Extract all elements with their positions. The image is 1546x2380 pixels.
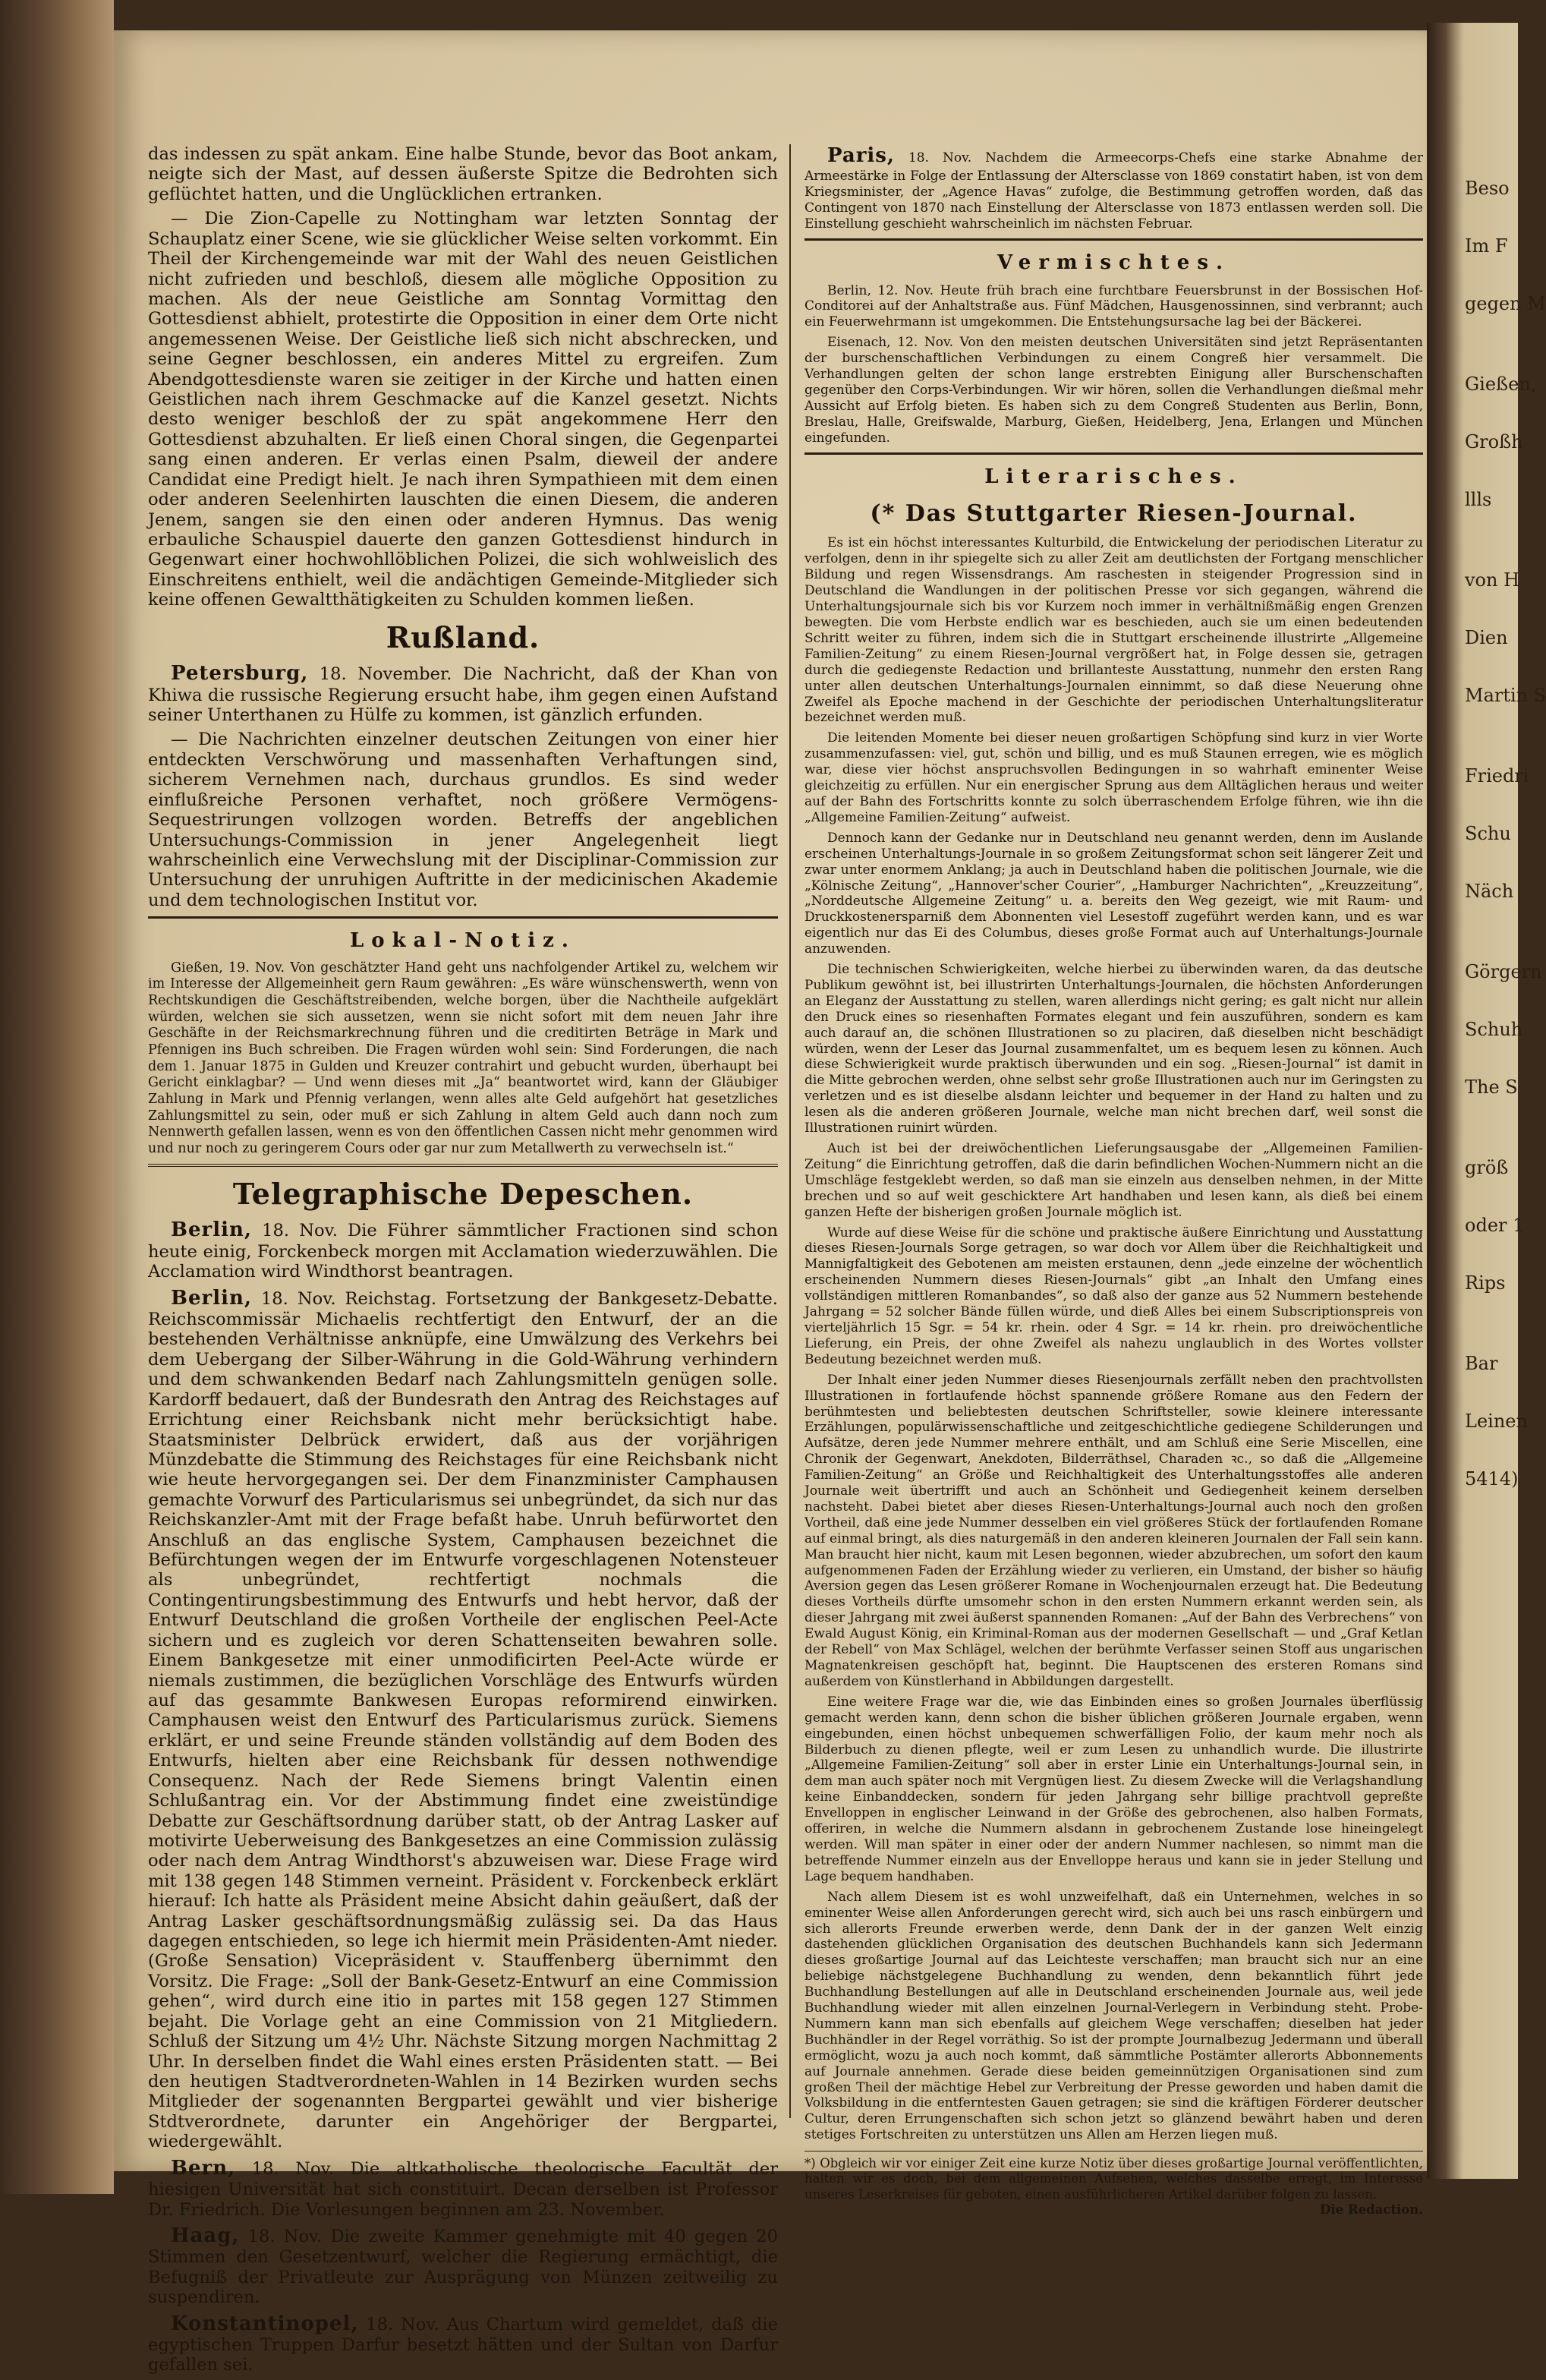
lit-paragraph: Dennoch kann der Gedanke nur in Deutschland neu genannt werden, denn im Auslande erscheinen Unterhaltungs-Journale in so großem Zeitungsformat schon seit längerer Zeit und zwar unter enormem Anklang; ja auch in Deutschland haben die politischen Journale, wie die „Kölnische Zeitung“, „Hannover'scher Courier“, „Hamburger Nachrichten“, „Kreuzzeitung“, „Norddeutsche Allgemeine Zeitung“ u. a. bereits den Weg gezeigt, wie mit Raum- und Druckkostenersparniß dem Abonnenten viel Lesestoff zugeführt werden kann, und es war eigentlich nur das Ei des Columbus, dieses große Format auch auf Unterhaltungs-Journale anzuwenden. (804, 830, 1423, 957)
adjacent-page-fragment: Friedri (1465, 765, 1529, 787)
text-haag: 18. Nov. Die zweite Kammer genehmigte mit 40 gegen 20 Stimmen den Gesetzentwurf, welcher die Regierung ermächtigt, die Befugniß der Privatleute zur Ausprägung von Münzen zeitweilig zu suspendiren. (148, 2226, 778, 2308)
dateline-bern: Bern, (171, 2156, 236, 2180)
adjacent-page-fragment: Dien (1465, 627, 1508, 648)
dispatch-konstantinopel (148, 2312, 778, 2375)
article-local-note: Gießen, 19. Nov. Von geschätzter Hand geht uns nachfolgender Artikel zu, welchem wir im Interesse der Allgemeinheit gern Raum gewähren: „Es wäre wünschenswerth, wenn von Rechtskundigen die Geschäftstreibenden, welche borgen, über die Nachtheile aufgeklärt würden, welchen sie sich aussetzen, wenn sie nicht sofort mit dem neuen Jahr ihre Geschäfte in der Reichsmarkrechnung führen und die creditirten Beträge in Mark und Pfennigen ins Buch schreiben. Die Fragen würden wohl sein: Sind Forderungen, die nach dem 1. Januar 1875 in Gulden und Kreuzer contrahirt und gebucht wurden, überhaupt bei Gericht einklagbar? — Und wenn dieses mit „Ja“ beantwortet wird, kann der Gläubiger Zahlung in Mark und Pfennig verlangen, wenn alles alte Geld aufgehört hat gesetzliches Zahlungsmittel zu sein, oder muß er sich Zahlung in altem Geld auch dann noch zum Nennwerth gefallen lassen, wenn es von den öffentlichen Cassen nicht mehr genommen wird und nur noch zu geringerem Cours oder gar nur zum Metallwerth zu verwechseln ist.“ (148, 960, 778, 1157)
section-heading-telegraphische-depeschen: Telegraphische Depeschen. (232, 1176, 694, 1211)
dispatch-berlin-1 (148, 1218, 778, 1281)
adjacent-page-fragment: Bar (1465, 1353, 1498, 1374)
adjacent-page-fragment: oder 1 (1465, 1215, 1525, 1236)
adjacent-page-fragment: Beso (1465, 178, 1510, 199)
footnote-text: *) Obgleich wir vor einiger Zeit eine kurze Notiz über dieses großartige Journal veröffentlichten, halten wir es doch, bei dem allgemeinen Aufsehen, welches dasselbe erregt, im Interesse unseres Leserkreises für geboten, einen ausführlicheren Artikel darüber folgen zu lassen. (804, 2156, 1423, 2202)
divider (148, 916, 778, 919)
right-column (804, 144, 1423, 2218)
adjacent-page-fragment: The S (1465, 1077, 1518, 1098)
adjacent-page-edge (1427, 23, 1546, 2179)
text-berlin-1: 18. Nov. Die Führer sämmtlicher Fractionen sind schon heute einig, Forckenbeck morgen mit Acclamation wiederzuwählen. Die Acclamation wird Windthorst beantragen. (148, 1221, 778, 1282)
adjacent-page-fragment: Näch (1465, 881, 1514, 902)
footnote (804, 2151, 1423, 2218)
adjacent-page-fragment: größ (1465, 1157, 1509, 1178)
lit-paragraph: Nach allem Diesem ist es wohl unzweifelhaft, daß ein Unternehmen, welches in so eminenter Weise allen Anforderungen gerecht wird, sich auch bei uns rasch einbürgern und sich allerorts Freunde erwerben werde, denn Dank der in der ganzen Welt einzig dastehenden glücklichen Organisation des deutschen Buchhandels kann sich Jedermann dieses großartige Journal auf das Leichteste verschaffen; man braucht sich nur an eine beliebige nächstgelegene Buchhandlung zu wenden, denn bekanntlich führt jede Buchhandlung Bestellungen auf alle in Deutschland erscheinenden Journale aus, weil jede Buchhandlung wieder mit allen einzelnen Journal-Verlegern in Verbindung steht. Probe-Nummern kann man sich ebenfalls auf gleichem Wege verschaffen; dieselben hat jeder Buchhändler in der Regel vorräthig. So ist der prompte Journalbezug Jedermann und überall ermöglicht, wozu ja auch noch kommt, daß sämmtliche Postämter allerorts Abbonnements auf Journale annehmen. Gerade diese beiden gemeinnützigen Organisationen sind zum großen Theil der mächtige Hebel zur Verbreitung der Presse geworden und haben damit die Volksbildung in die entferntesten Gauen getragen; sie sind die kräftigen Förderer deutscher Cultur, deren Errungenschaften sich schon jetzt so glänzend bewährt haben und deren stetiges Fortschreiten zu unterstützen uns Allen am Herzen liegen muß. (804, 1889, 1423, 2143)
lit-paragraph: Wurde auf diese Weise für die schöne und praktische äußere Einrichtung und Ausstattung dieses Riesen-Journals Sorge getragen, so war doch vor Allem über die Reichhaltigkeit und Mannigfaltigkeit des Gebotenen am meisten erstaunen, denn „jede einzelne der wöchentlich erscheinenden Nummern dieses Riesen-Journals“ gibt „an Inhalt den Umfang eines vollständigen mittleren Romanbandes“, so daß also der ganze aus 52 Nummern bestehende Jahrgang = 52 solcher Bände füllen würde, und dieß Alles bei einem Subscriptionspreis von vierteljährlich 15 Sgr. = 54 kr. rhein. oder 4 Sgr. = 14 kr. rhein. pro dreiwöchentliche Lieferung, ein Preis, der ohne Zweifel als nahezu unglaublich in des Wortes vollster Bedeutung bezeichnet werden muß. (804, 1225, 1423, 1367)
dispatch-haag (148, 2224, 778, 2308)
adjacent-page-fragment: von H (1465, 569, 1520, 591)
dateline-paris: Paris, (827, 144, 895, 167)
lit-paragraph: Auch ist bei der dreiwöchentlichen Lieferungsausgabe der „Allgemeinen Familien-Zeitung“ die Einrichtung getroffen, daß die darin befindlichen Wochen-Nummern nicht an die Umschläge festgeklebt werden, so daß man sie einzeln aus denselben nehmen, in der Mitte brechen und so auf weit geschicktere Art handhaben und lesen kann, als dieß bei einem ganzen Hefte der bisherigen großen Journale möglich ist. (804, 1141, 1423, 1220)
dateline-petersburg: Petersburg, (171, 662, 309, 686)
dateline-berlin: Berlin, (171, 1218, 252, 1242)
misc-berlin-fire: Berlin, 12. Nov. Heute früh brach eine furchtbare Feuersbrunst in der Bossischen Hof-Conditorei auf der Anhaltstraße aus. Fünf Mädchen, Hausgenossinnen, sind verbrannt; auch ein Feuerwehrmann ist umgekommen. Die Entstehungsursache lag bei der Bäckerei. (804, 282, 1423, 330)
adjacent-page-fragment: llls (1465, 489, 1492, 510)
divider (804, 238, 1423, 241)
adjacent-page-fragment: Großh (1465, 431, 1523, 452)
dispatch-paris (804, 144, 1423, 232)
adjacent-page-fragment: Rips (1465, 1272, 1506, 1294)
dateline-konstantinopel: Konstantinopel, (171, 2312, 359, 2335)
lit-paragraph: Der Inhalt einer jeden Nummer dieses Riesenjournals zerfällt neben den prachtvollsten Illustrationen in fortlaufende höchst spannende größere Romane aus den Federn der berühmtesten und beliebtesten deutschen Schriftsteller, sowie kleinere interessante Erzählungen, populärwissenschaftliche und zeitgeschichtliche gediegene Schilderungen und Aufsätze, deren jede Nummer mehrere enthält, und am Schluß eine Serie Miscellen, eine Chronik der Gegenwart, Anekdoten, Bilderräthsel, Charaden ꝛc., so daß die „Allgemeine Familien-Zeitung“ an Größe und Reichhaltigkeit des Unterhaltungsstoffes alle anderen Journale weit übertrifft und auch an Schönheit und Gediegenheit keinem derselben nachsteht. Dabei bietet aber dieses Riesen-Unterhaltungs-Journal auch noch den großen Vortheil, daß eine jede Nummer desselben ein viel größeres Stück der fortlaufenden Romane auf einmal bringt, als dies naturgemäß in den anderen kleineren Journalen der Fall sein kann. Man braucht hier nicht, kaum mit Lesen begonnen, wieder abzubrechen, um sofort den kaum aufgenommenen Faden der Erzählung wieder zu verlieren, ein Umstand, der bisher so häufig Aversion gegen das Lesen größerer Romane in Wochenjournalen erzeugt hat. Die Bedeutung dieses Vortheils dürfte umsomehr schon in den ersten Nummern erkannt werden sein, als dieser Jahrgang mit zwei äußerst spannenden Romanen: „Auf der Bahn des Verbrechens“ von Ewald August König, ein Kriminal-Roman aus der modernen Gesellschaft — und „Graf Ketlan der Rebell“ von Max Schlägel, welchen der berühmte Verfasser seinen Stoff aus ungarischen Magnatenkreisen geschöpft hat, beginnt. Die Hauptscenen des ersteren Romans sind außerdem von Künstlerhand in Abbildungen dargestellt. (804, 1372, 1423, 1689)
article-title-riesen-journal: (* Das Stuttgarter Riesen-Journal. (870, 500, 1358, 527)
adjacent-page-fragment: Im F (1465, 235, 1508, 257)
text-paris: 18. Nov. Nachdem die Armeecorps-Chefs eine starke Abnahme der Armeestärke in Folge der Entlassung der Altersclasse von 1869 constatirt haben, ist von dem Kriegsminister, der „Agence Havas“ zufolge, die Bestimmung getroffen worden, daß das Contingent von 1870 nach Einstellung der Altersclasse von 1873 entlassen werden soll. Die Einstellung geschieht wahrscheinlich im nächsten Februar. (804, 150, 1424, 232)
misc-eisenach: Eisenach, 12. Nov. Von den meisten deutschen Universitäten sind jetzt Repräsentanten der burschenschaftlichen Verbindungen zu einem Congreß hier versammelt. Die Verhandlungen gelten der schon lange erstrebten Einigung aller Burschenschaften gegenüber den Corps-Verbindungen. Wir wir hören, sollen die Verhandlungen dießmal mehr Aussicht auf Erfolg bieten. Es haben sich zu dem Congreß Studenten aus Berlin, Bonn, Breslau, Halle, Greifswalde, Marburg, Gießen, Heidelberg, Jena, Erlangen und München eingefunden. (804, 335, 1423, 446)
adjacent-page-fragment: Gießen, (1465, 374, 1537, 395)
article-boat-accident: das indessen zu spät ankam. Eine halbe Stunde, bevor das Boot ankam, neigte sich der Mast, auf dessen äußerste Spitze die Bedrohten sich geflüchtet hatten, und die Unglücklichen ertranken. (148, 144, 778, 204)
section-heading-russland: Rußland. (386, 619, 540, 654)
column-separator (789, 144, 791, 2118)
section-heading-vermischtes: Vermischtes. (997, 251, 1231, 274)
adjacent-page-fragments (1465, 175, 1546, 1546)
divider (804, 452, 1423, 455)
text-berlin-2: 18. Nov. Reichstag. Fortsetzung der Bankgesetz-Debatte. Reichscommissär Michaelis rechtfertigt den Entwurf, der an die bestehenden Verhältnisse anknüpfe, eine Umwälzung des Verkehrs bei dem Uebergang der Silber-Währung in die Gold-Währung verhindern und dem schwankenden Bedarf nach Zahlungsmitteln genügen solle. Kardorff bedauert, daß der Bundesrath den Antrag des Reichstages auf Errichtung einer Reichsbank nicht mehr berücksichtigt habe. Staatsminister Delbrück erwidert, daß aus der vorjährigen Münzdebatte die Stimmung des Reichstages für eine Reichsbank nicht wie heute hervorgegangen sei. Der dem Finanzminister Camphausen gemachte Vorwurf des Particularismus sei unbegründet, da sich nur das Reichskanzler-Amt mit der Frage befaßt habe. Unruh befürwortet den Anschluß an das englische System, Camphausen bezeichnet die Befürchtungen wegen der im Entwurfe vorgeschlagenen Notensteuer als unbegründet, rechtfertigt nochmals die Contingentirungsbestimmung des Entwurfs und hebt hervor, daß der Entwurf Deutschland die großen Vortheile der englischen Peel-Acte sichern und es zugleich vor deren Schattenseiten bewahren solle. Einem Bankgesetze mit einer unmodificirten Peel-Acte würde er niemals zustimmen, die bezüglichen Vorschläge des Entwurfs würden auf das gesammte Bankwesen Europas reformirend einwirken. Camphausen weist den Entwurf des Particularismus zurück. Siemens erklärt, er und seine Freunde ständen vollständig auf dem Boden des Entwurfs, hielten aber eine Reichsbank für dessen nothwendige Consequenz. Nach der Rede Siemens bringt Valentin einen Schlußantrag ein. Vor der Abstimmung findet eine zweistündige Debatte zur Geschäftsordnung darüber statt, ob der Antrag Lasker auf motivirte Ueberweisung des Bankgesetzes an eine Commission zulässig oder nach dem Antrag Windthorst's abzuweisen war. Diese Frage wird mit 138 gegen 148 Stimmen verneint. Präsident v. Forckenbeck erklärt hierauf: Ich hatte als Präsident meine Absicht dahin geäußert, daß der Antrag Lasker geschäftsordnungsmäßig zulässig sei. Da das Haus dagegen entschieden, so lege ich hiermit mein Präsidenten-Amt nieder. (Große Sensation) Vicepräsident v. Stauffenberg übernimmt den Vorsitz. Die Frage: „Soll der Bank-Gesetz-Entwurf an eine Commission gehen“, wird durch eine itio in partes mit 158 gegen 127 Stimmen bejaht. Die Vorlage geht an eine Commission von 21 Mitgliedern. Schluß der Sitzung um 4½ Uhr. Nächste Sitzung morgen Nachmittag 2 Uhr. In derselben findet die Wahl eines ersten Präsidenten statt. — Bei den heutigen Stadtverordneten-Wahlen in 14 Bezirken wurden sechs Mitglieder der sogenannten Bergpartei gewählt und vier bisherige Stdtverordnete, darunter ein Angehöriger der Bergpartei, wiedergewählt. (148, 1288, 778, 2152)
adjacent-page-fragment: Görgern (1465, 961, 1542, 982)
adjacent-page-fragment: 5414) (1465, 1468, 1519, 1489)
adjacent-page-fragment: Schu (1465, 823, 1511, 844)
left-column (148, 144, 778, 2380)
lit-paragraph: Die technischen Schwierigkeiten, welche hierbei zu überwinden waren, da das deutsche Publikum gewöhnt ist, bei illustrirten Unterhaltungs-Journalen, die höchsten Anforderungen an Eleganz der Ausstattung zu stellen, waren allerdings nicht gering; es galt nicht nur allein den Druck eines so riesenhaften Formates elegant und fein auszuführen, sondern es kam auch darauf an, die schönen Illustrationen so zu placiren, daß dieselben nicht beschädigt würden, wenn der Leser das Journal zusammenfaltet, um es bequem lesen zu können. Auch diese Schwierigkeit wurde praktisch überwunden und ein sog. „Riesen-Journal“ ist damit in die Mitte gebrochen werden, ohne selbst sehr große Illustrationen auch nur im Geringsten zu verletzen und es ist dieselbe alsdann leichter und bequemer in der Hand zu halten und zu lesen als die anderen größeren Journale, welche man nicht brechen darf, weil sonst die Illustrationen ruinirt würden. (804, 962, 1423, 1136)
text-petersburg: Die Nachricht, daß der Khan von Khiwa die russische Regierung ersucht habe, ihm gegen einen Aufstand seiner Unterthanen zu Hülfe zu kommen, ist gänzlich erfunden. (148, 664, 778, 725)
date-petersburg: 18. November. (319, 664, 452, 685)
adjacent-page-fragment: Leinen (1465, 1411, 1528, 1432)
section-heading-lokal-notiz: Lokal-Notiz. (350, 929, 576, 953)
text-konstantinopel: 18. Nov. Aus Chartum wird gemeldet, daß die egyptischen Truppen Darfur besetzt hätten und der Sultan von Darfur gefallen sei. (148, 2314, 778, 2375)
article-conspiracy: — Die Nachrichten einzelner deutschen Zeitungen von einer hier entdeckten Verschwörung und massenhaften Verhaftungen sind, sicherem Vernehmen nach, durchaus grundlos. Es sind weder einflußreiche Personen verhaftet, noch größere Vermögens-Sequestrirungen vollzogen worden. Betreffs der angeblichen Untersuchungs-Commission in jener Angelegenheit liegt wahrscheinlich eine Verwechslung mit der Disciplinar-Commission zur Untersuchung der unruhigen Auftritte in der medicinischen Akademie und dem technologischen Institut vor. (148, 730, 778, 910)
dateline-berlin: Berlin, (171, 1286, 252, 1310)
dateline-haag: Haag, (171, 2224, 240, 2247)
dispatch-berlin-2 (148, 1287, 778, 2152)
text-bern: 18. Nov. Die altkatholische theologische Facultät der hiesigen Universität hat sich constituirt. Decan derselben ist Professor Dr. Friedrich. Die Vorlesungen beginnen am 23. November. (148, 2158, 778, 2220)
lit-paragraph: Die leitenden Momente bei dieser neuen großartigen Schöpfung sind kurz in vier Worte zusammenzufassen: viel, gut, schön und billig, und es muß Staunen erregen, wie es möglich war, diese vier höchst anspruchsvollen Bedingungen in so wahrhaft eminenter Weise gleichzeitig zu erfüllen. Nur ein energischer Sprung aus dem Alltäglichen heraus und weiter auf der Bahn des Fortschritts konnte zu solch überraschendem Erfolge führen, wie ihn die „Allgemeine Familien-Zeitung“ aufweist. (804, 730, 1423, 825)
editorial-signature: Die Redaction. (1320, 2202, 1423, 2218)
dispatch-bern (148, 2157, 778, 2220)
article-zion-chapel: — Die Zion-Capelle zu Nottingham war letzten Sonntag der Schauplatz einer Scene, wie sie glücklicher Weise selten vorkommt. Ein Theil der Kirchengemeinde war mit der Wahl des neuen Geistlichen nicht zufrieden und beschloß, diesem alle mögliche Opposition zu machen. Als der neue Geistliche am Sonntag Vormittag den Gottesdienst abhielt, protestirte die Opposition in einer dem Orte nicht angemessenen Weise. Der Geistliche ließ sich nicht abschrecken, und seine Gegner beschlossen, ein anderes Mittel zu ergreifen. Zum Abendgottesdienste waren sie zeitiger in der Kirche und hatten einen Geistlichen nach ihrem Geschmacke auf die Kanzel gesetzt. Nichts desto weniger beschloß der zu spät angekommene Herr den Gottesdienst abzuhalten. Er ließ einen Choral singen, die Gegenpartei sang einen anderen. Er verlas einen Psalm, dieweil der andere Candidat eine Predigt hielt. Je nach ihren Sympathieen mit dem einen oder anderen Seelenhirten lauschten die einen Diesem, die anderen Jenem, sangen sie den einen oder anderen Hymnus. Das wenig erbauliche Schauspiel dauerte den ganzen Gottesdienst hindurch in Gegenwart einer hochwohllöblichen Polizei, die sich wohlweislich des Einschreitens enthielt, weil die andächtigen Gemeinde-Mitglieder sich keine offenen Gewaltthätigkeiten zu Schulden kommen ließen. (148, 209, 778, 610)
adjacent-page-fragment: gegen M (1465, 293, 1546, 314)
lit-paragraph: Eine weitere Frage war die, wie das Einbinden eines so großen Journales überflüssig gemacht werden kann, denn schon die bisher üblichen größeren Journale ergaben, wenn eingebunden, einen höchst unbequemen schwerfälligen Folio, der kaum mehr noch als Bilderbuch zu dienen pflegte, weil er zum Lesen zu unhandlich wurde. Die illustrirte „Allgemeine Familien-Zeitung“ soll aber in erster Linie ein Unterhaltungs-Journal sein, in dem man auch später noch mit Vergnügen liest. Zu diesem Zwecke will die Verlagshandlung keine Einbanddecken, sondern für jeden Jahrgang sehr billige prachtvoll gepreßte Envelloppen in englischer Leinwand in der Größe des gebrochenen, also halben Formats, offeriren, in welche die Nummern alsdann in gebrochenem Zustande lose hineingelegt werden. Will man später in einer oder der andern Nummer nachlesen, so nimmt man die betreffende Nummer einzeln aus der Envelloppe heraus und kann sie in jeder Stellung und Lage bequem handhaben. (804, 1694, 1423, 1884)
adjacent-page-fragment: Schuh (1465, 1019, 1523, 1040)
book-spine-shadow (0, 0, 114, 2194)
lit-paragraph: Es ist ein höchst interessantes Kulturbild, die Entwickelung der periodischen Literatur zu verfolgen, denn in ihr spiegelte sich zu aller Zeit am deutlichsten der Fortgang menschlicher Bildung und regen Wissensdrangs. Am raschesten in steigender Progression sind in Deutschland die Wandlungen in der politischen Presse vor sich gegangen, während die Unterhaltungsjournale sich bis vor Kurzem noch immer in verhältnißmäßig engen Grenzen bewegten. Die vom Herbste endlich war es beschieden, auch sie um einen bedeutenden Schritt weiter zu führen, indem sich die in Stuttgart erscheinende illustrirte „Allgemeine Familien-Zeitung“ zu einem Riesen-Journal vergrößert hat, in Folge dessen sie, getragen durch die gediegenste Redaction und brillanteste Ausstattung, nunmehr den ersten Rang unter allen deutschen Unterhaltungs-Journalen einnimmt, so daß diese Neuerung ohne Zweifel als Epoche machend in der Geschichte der periodischen Unterhaltungsliteratur bezeichnet werden muß. (804, 535, 1423, 726)
section-heading-literarisches: Literarisches. (984, 465, 1243, 488)
adjacent-page-fragment: Martin S (1465, 685, 1546, 706)
article-petersburg (148, 662, 778, 725)
divider (148, 1164, 778, 1167)
